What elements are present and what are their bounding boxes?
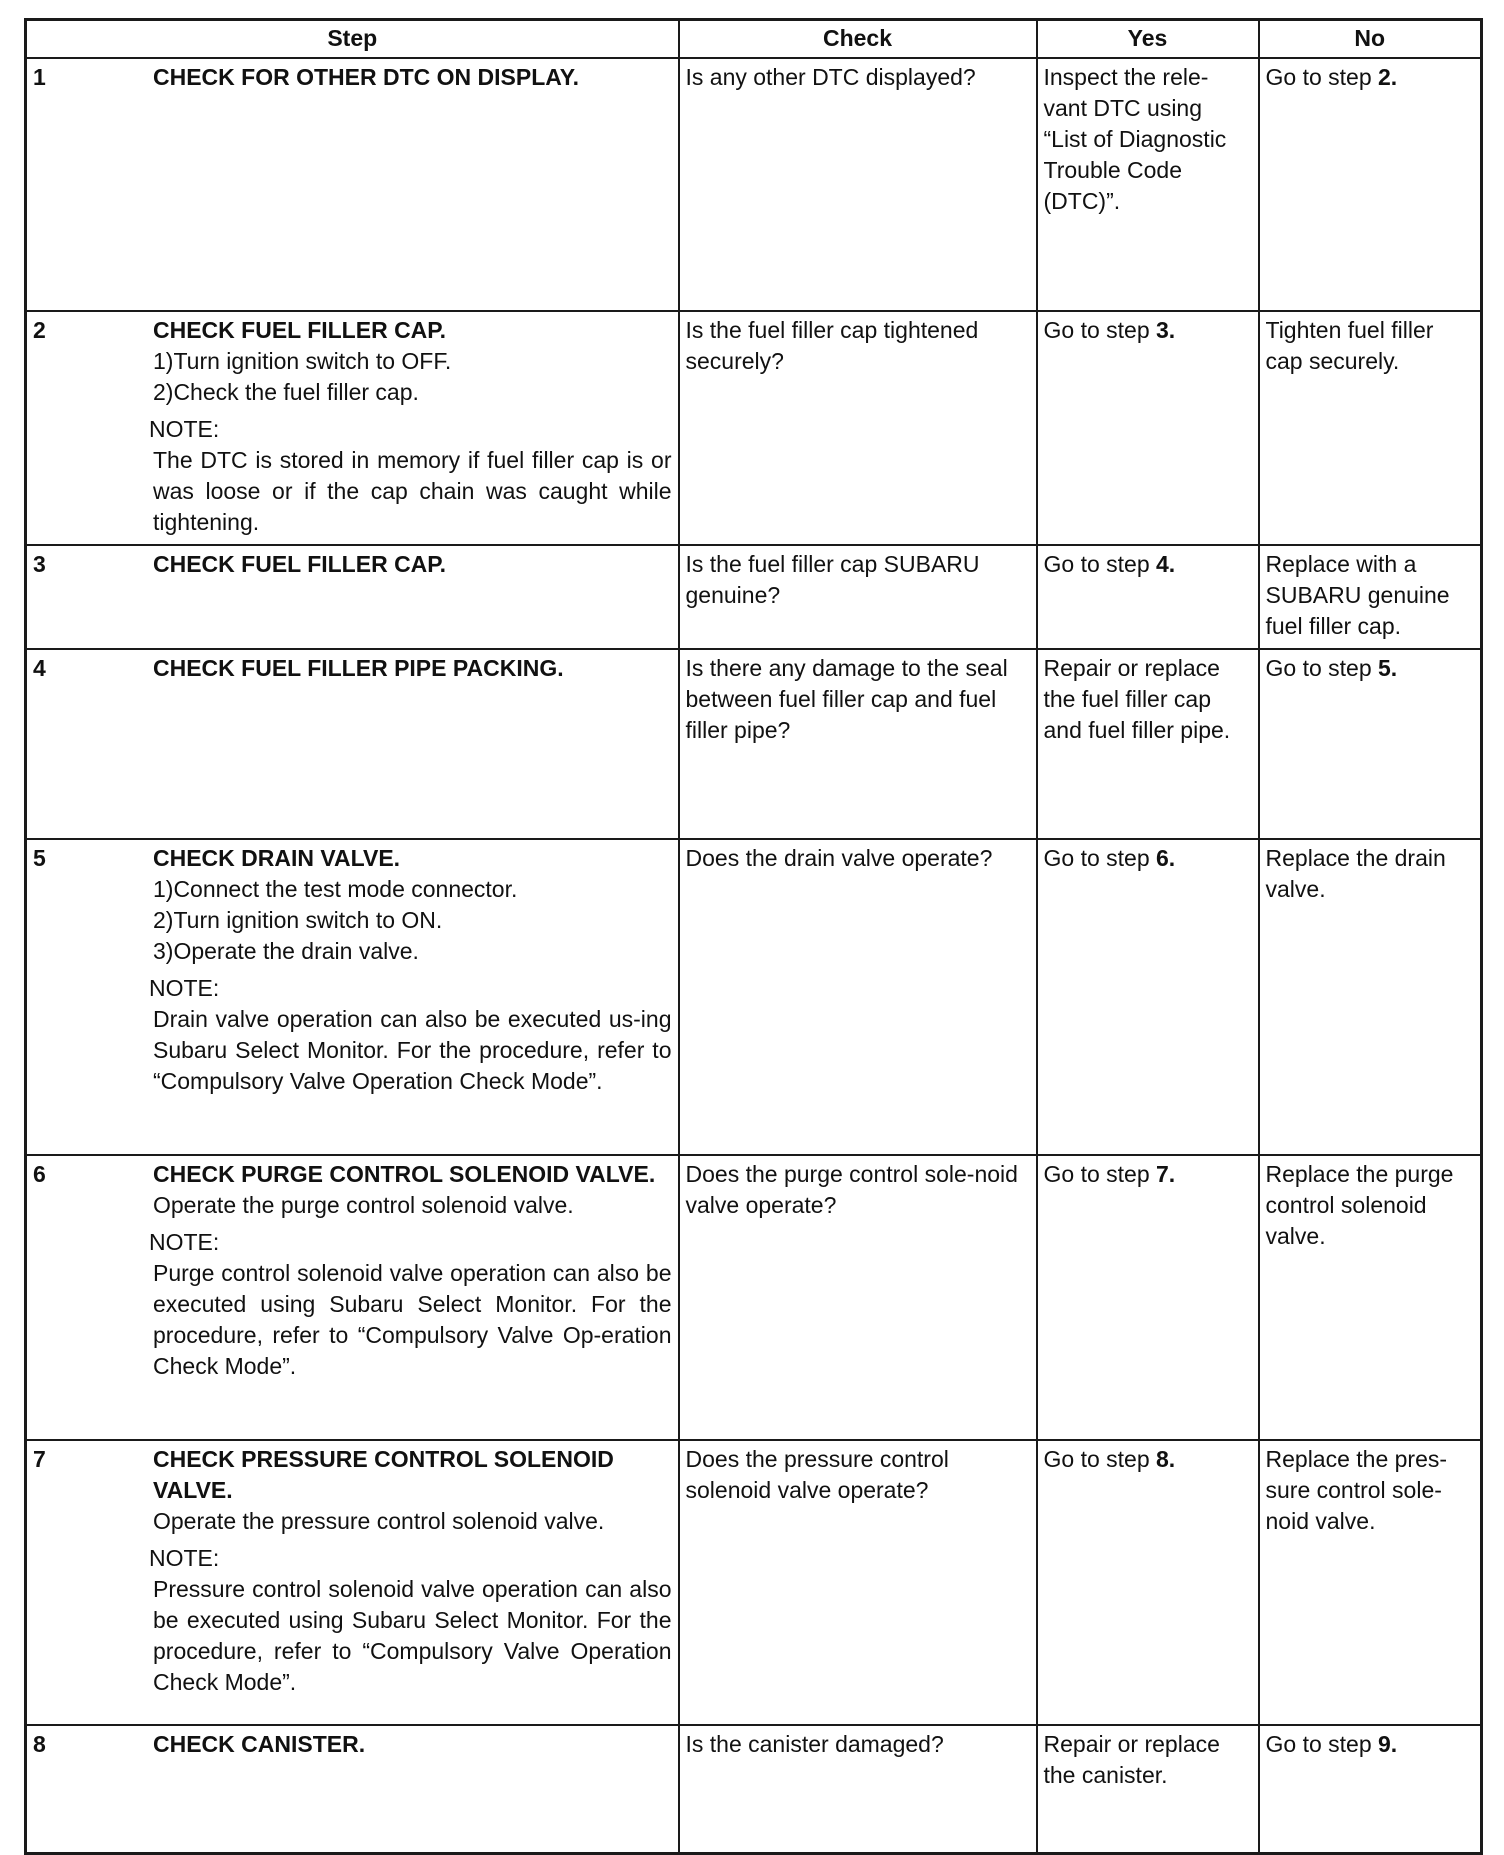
header-check: Check [679,20,1037,59]
table-row [26,58,1482,311]
step-cell [26,311,679,545]
note-label: NOTE: [149,975,220,1001]
step-number: 2 [33,317,46,343]
header-step: Step [26,20,679,59]
step-title: CHECK FUEL FILLER CAP. [153,317,447,343]
no-cell [1259,58,1482,311]
step-instruction: Operate the purge control solenoid valve. [153,1192,574,1218]
yes-cell [1037,545,1259,649]
step-cell [26,1155,679,1440]
yes-text: Go to step [1043,845,1157,871]
step-instruction: 1)Connect the test mode connector. [153,876,518,902]
note-text: The DTC is stored in memory if fuel filler cap is or was loose or if the cap chain was caught while tightening. [153,447,672,535]
yes-text: Go to step [1043,551,1157,577]
header-no: No [1259,20,1482,59]
step-cell [26,839,679,1155]
note-label: NOTE: [149,416,220,442]
diagnostic-table [24,18,1483,1855]
step-number: 6 [33,1161,46,1187]
step-title: CHECK FUEL FILLER CAP. [153,551,447,577]
step-cell [26,1440,679,1725]
step-cell [26,545,679,649]
yes-cell [1037,1155,1259,1440]
yes-cell [1037,839,1259,1155]
no-cell: Tighten fuel filler cap securely. [1259,311,1482,545]
step-title: CHECK PRESSURE CONTROL SOLENOID VALVE. [153,1446,614,1503]
step-number: 7 [33,1446,46,1472]
check-cell: Is the fuel filler cap SUBARU genuine? [679,545,1037,649]
no-cell: Replace the purge control solenoid valve. [1259,1155,1482,1440]
yes-text: Go to step [1043,1446,1157,1472]
note-text: Purge control solenoid valve operation can also be executed using Subaru Select Monitor. For the procedure, refer to “Compulsory Valve Op-eration Check Mode”. [153,1260,672,1379]
yes-cell: Repair or replace the canister. [1037,1725,1259,1853]
step-title: CHECK FUEL FILLER PIPE PACKING. [153,655,564,681]
note-label: NOTE: [149,1545,220,1571]
yes-step-ref: 8. [1156,1446,1176,1472]
yes-step-ref: 3. [1156,317,1176,343]
step-cell [26,1725,679,1853]
no-text: Go to step [1265,655,1379,681]
step-number: 4 [33,655,46,681]
check-cell: Does the pressure control solenoid valve operate? [679,1440,1037,1725]
step-number: 1 [33,64,46,90]
step-title: CHECK CANISTER. [153,1731,366,1757]
note-text: Drain valve operation can also be executed us-ing Subaru Select Monitor. For the procedure, refer to “Compulsory Valve Operation Check Mode”. [153,1006,672,1094]
no-step-ref: 2. [1378,64,1398,90]
check-cell: Does the drain valve operate? [679,839,1037,1155]
yes-cell [1037,311,1259,545]
step-title: CHECK FOR OTHER DTC ON DISPLAY. [153,64,579,90]
yes-cell [1037,1440,1259,1725]
table-row [26,1440,1482,1725]
yes-step-ref: 4. [1156,551,1176,577]
yes-cell: Repair or replace the fuel filler cap and fuel filler pipe. [1037,649,1259,839]
yes-text: Go to step [1043,1161,1157,1187]
table-row [26,311,1482,545]
check-cell: Does the purge control sole-noid valve operate? [679,1155,1037,1440]
step-cell [26,58,679,311]
no-cell: Replace the drain valve. [1259,839,1482,1155]
step-instruction: 1)Turn ignition switch to OFF. [153,348,452,374]
step-number: 8 [33,1731,46,1757]
table-row [26,839,1482,1155]
note-text: Pressure control solenoid valve operation can also be executed using Subaru Select Monitor. For the procedure, refer to “Compulsory Valve Operation Check Mode”. [153,1576,672,1695]
step-cell [26,649,679,839]
step-instruction: Operate the pressure control solenoid valve. [153,1508,605,1534]
check-cell: Is there any damage to the seal between fuel filler cap and fuel filler pipe? [679,649,1037,839]
table-row [26,1155,1482,1440]
no-text: Go to step [1265,1731,1379,1757]
no-step-ref: 9. [1378,1731,1398,1757]
step-number: 3 [33,551,46,577]
step-instruction: 2)Turn ignition switch to ON. [153,907,443,933]
no-cell [1259,1725,1482,1853]
no-step-ref: 5. [1378,655,1398,681]
no-text: Go to step [1265,64,1379,90]
note-label: NOTE: [149,1229,220,1255]
no-cell: Replace with a SUBARU genuine fuel filler cap. [1259,545,1482,649]
step-title: CHECK DRAIN VALVE. [153,845,401,871]
check-cell: Is the fuel filler cap tightened securely? [679,311,1037,545]
header-row [26,20,1482,59]
yes-cell: Inspect the rele-vant DTC using “List of Diagnostic Trouble Code (DTC)”. [1037,58,1259,311]
check-cell: Is the canister damaged? [679,1725,1037,1853]
step-number: 5 [33,845,46,871]
step-title: CHECK PURGE CONTROL SOLENOID VALVE. [153,1161,656,1187]
no-cell [1259,649,1482,839]
yes-text: Go to step [1043,317,1157,343]
no-cell: Replace the pres-sure control sole-noid valve. [1259,1440,1482,1725]
table-row [26,649,1482,839]
check-cell: Is any other DTC displayed? [679,58,1037,311]
yes-step-ref: 6. [1156,845,1176,871]
table-row [26,545,1482,649]
step-instruction: 3)Operate the drain valve. [153,938,419,964]
yes-step-ref: 7. [1156,1161,1176,1187]
header-yes: Yes [1037,20,1259,59]
step-instruction: 2)Check the fuel filler cap. [153,379,419,405]
table-row [26,1725,1482,1853]
